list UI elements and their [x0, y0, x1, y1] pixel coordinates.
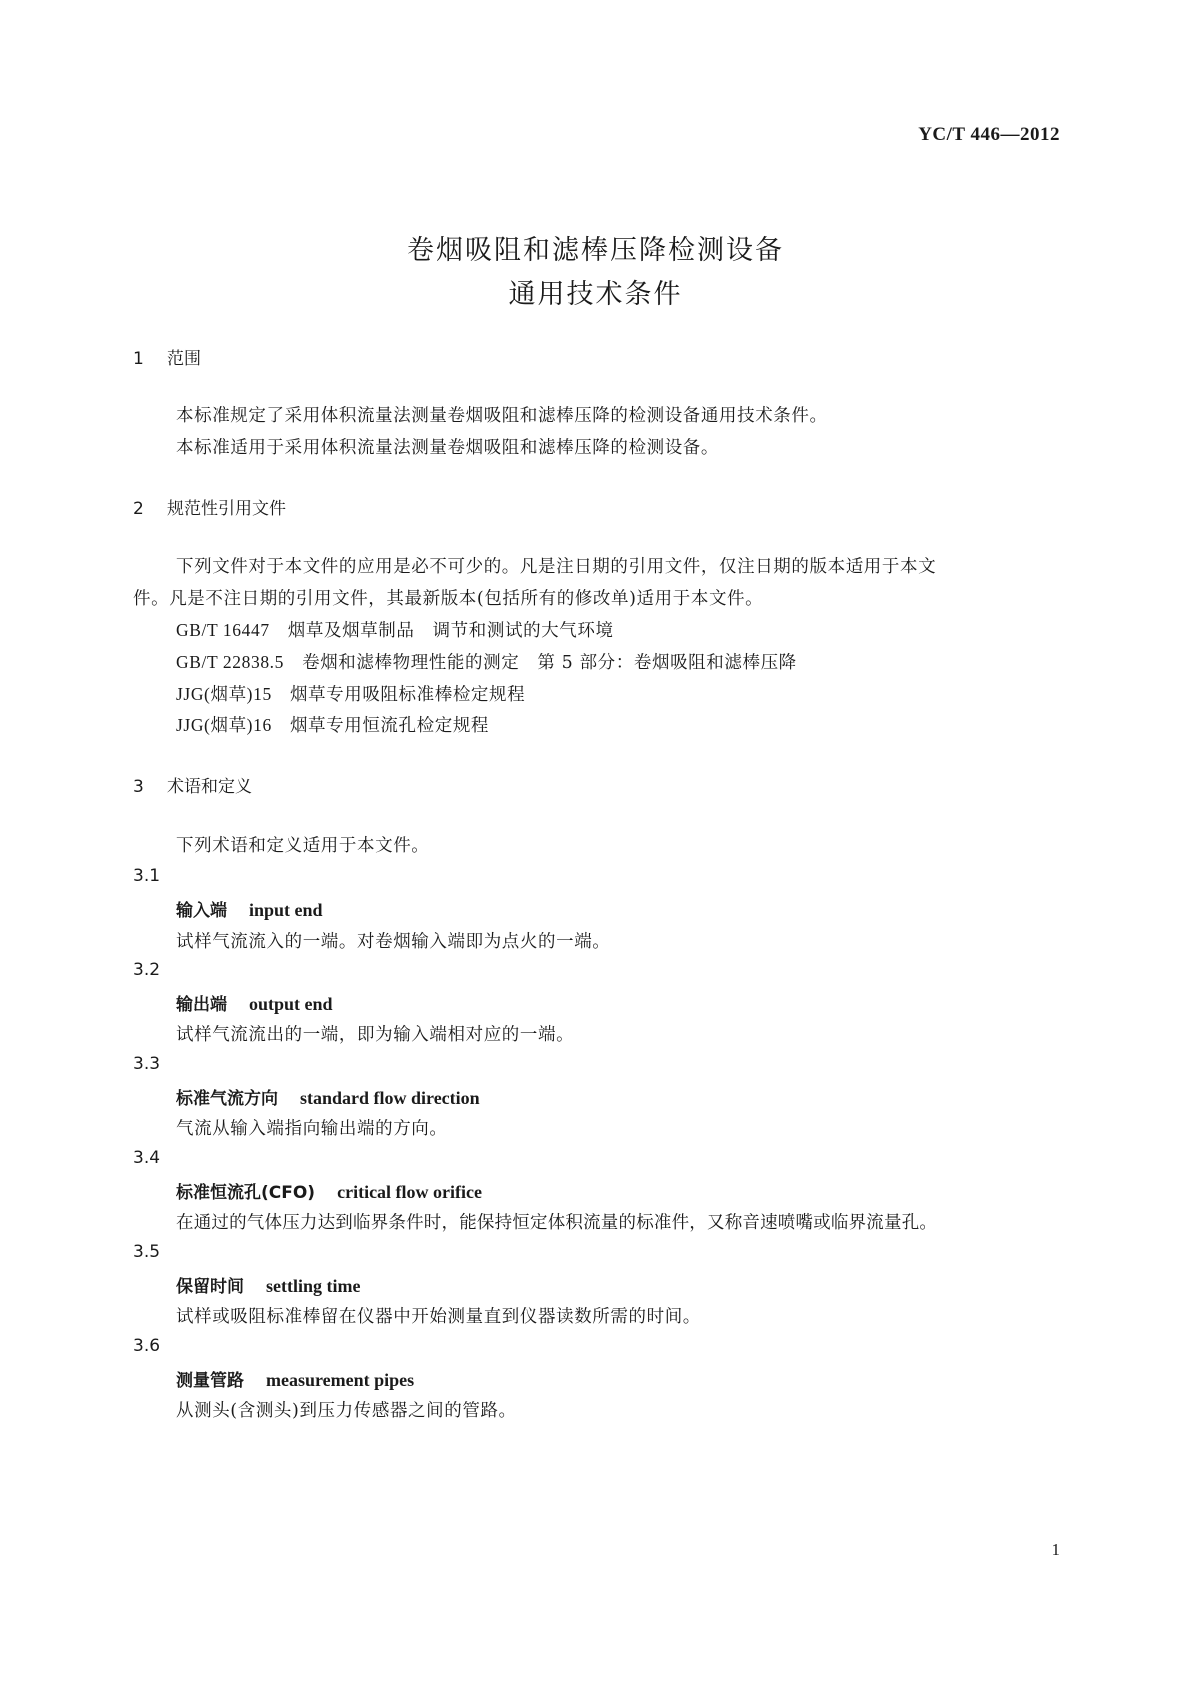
reference-item — [176, 649, 797, 674]
term-en: settling time — [266, 1276, 361, 1296]
clause-number: 3.6 — [133, 1336, 161, 1356]
term-entry — [176, 1084, 480, 1109]
clause-number: 3.2 — [133, 960, 161, 980]
clause-number: 3.5 — [133, 1242, 161, 1262]
term-definition: 在通过的气体压力达到临界条件时，能保持恒定体积流量的标准件，又称音速喷嘴或临界流量孔。 — [176, 1213, 938, 1233]
section-number: 3 — [133, 777, 144, 797]
term-entry — [176, 1366, 414, 1391]
paragraph-continuation: 件。凡是不注日期的引用文件，其最新版本(包括所有的修改单)适用于本文件。 — [133, 589, 764, 609]
term-entry — [176, 1178, 482, 1203]
page-number: 1 — [1051, 1540, 1060, 1559]
clause-number: 3.4 — [133, 1148, 161, 1168]
section-title: 规范性引用文件 — [167, 499, 286, 519]
reference-title: 烟草专用恒流孔检定规程 — [289, 716, 490, 736]
section-heading-normative-references — [133, 494, 286, 519]
term-definition: 试样气流流出的一端，即为输入端相对应的一端。 — [176, 1025, 575, 1045]
clause-number: 3.3 — [133, 1054, 161, 1074]
term-definition: 从测头(含测头)到压力传感器之间的管路。 — [176, 1401, 517, 1421]
reference-code: GB/T 16447 — [176, 620, 270, 640]
paragraph: 本标准适用于采用体积流量法测量卷烟吸阻和滤棒压降的检测设备。 — [176, 438, 719, 458]
section-title: 术语和定义 — [167, 777, 252, 797]
term-zh: 测量管路 — [176, 1371, 244, 1391]
paragraph: 本标准规定了采用体积流量法测量卷烟吸阻和滤棒压降的检测设备通用技术条件。 — [176, 406, 828, 426]
term-definition: 气流从输入端指向输出端的方向。 — [176, 1119, 448, 1139]
term-en: critical flow orifice — [337, 1182, 483, 1202]
paragraph: 下列文件对于本文件的应用是必不可少的。凡是注日期的引用文件，仅注日期的版本适用于本文 — [176, 557, 937, 577]
term-zh: 输入端 — [176, 901, 227, 921]
reference-item — [176, 617, 614, 642]
reference-item — [176, 681, 525, 706]
section-title: 范围 — [167, 349, 201, 369]
section-number: 1 — [133, 349, 144, 369]
reference-code: GB/T 22838.5 — [176, 652, 284, 672]
reference-title: 烟草专用吸阻标准棒检定规程 — [289, 685, 526, 705]
term-en: output end — [249, 994, 333, 1014]
term-zh: 输出端 — [176, 995, 227, 1015]
term-en: standard flow direction — [300, 1088, 480, 1108]
reference-item — [176, 712, 489, 737]
term-en: input end — [249, 900, 323, 920]
term-entry — [176, 896, 323, 921]
term-entry — [176, 1272, 360, 1297]
term-definition: 试样或吸阻标准棒留在仪器中开始测量直到仪器读数所需的时间。 — [176, 1307, 701, 1327]
section-number: 2 — [133, 499, 144, 519]
term-en: measurement pipes — [266, 1370, 415, 1390]
clause-number: 3.1 — [133, 866, 161, 886]
term-zh: 标准恒流孔(CFO) — [176, 1183, 316, 1203]
reference-title: 卷烟和滤棒物理性能的测定 第 5 部分：卷烟吸阻和滤棒压降 — [302, 653, 797, 673]
reference-code: JJG(烟草)15 — [176, 684, 272, 704]
section-heading-scope — [133, 344, 201, 369]
term-definition: 试样气流流入的一端。对卷烟输入端即为点火的一端。 — [176, 932, 611, 952]
reference-code: JJG(烟草)16 — [176, 715, 272, 735]
term-entry — [176, 990, 333, 1015]
paragraph: 下列术语和定义适用于本文件。 — [176, 836, 430, 856]
reference-title: 烟草及烟草制品 调节和测试的大气环境 — [287, 621, 614, 641]
document-title-line2: 通用技术条件 — [508, 279, 683, 310]
section-heading-terms-definitions — [133, 772, 252, 797]
document-title-line1: 卷烟吸阻和滤棒压降检测设备 — [407, 235, 784, 266]
standard-code: YC/T 446—2012 — [918, 124, 1060, 145]
term-zh: 标准气流方向 — [176, 1089, 278, 1109]
term-zh: 保留时间 — [176, 1277, 244, 1297]
